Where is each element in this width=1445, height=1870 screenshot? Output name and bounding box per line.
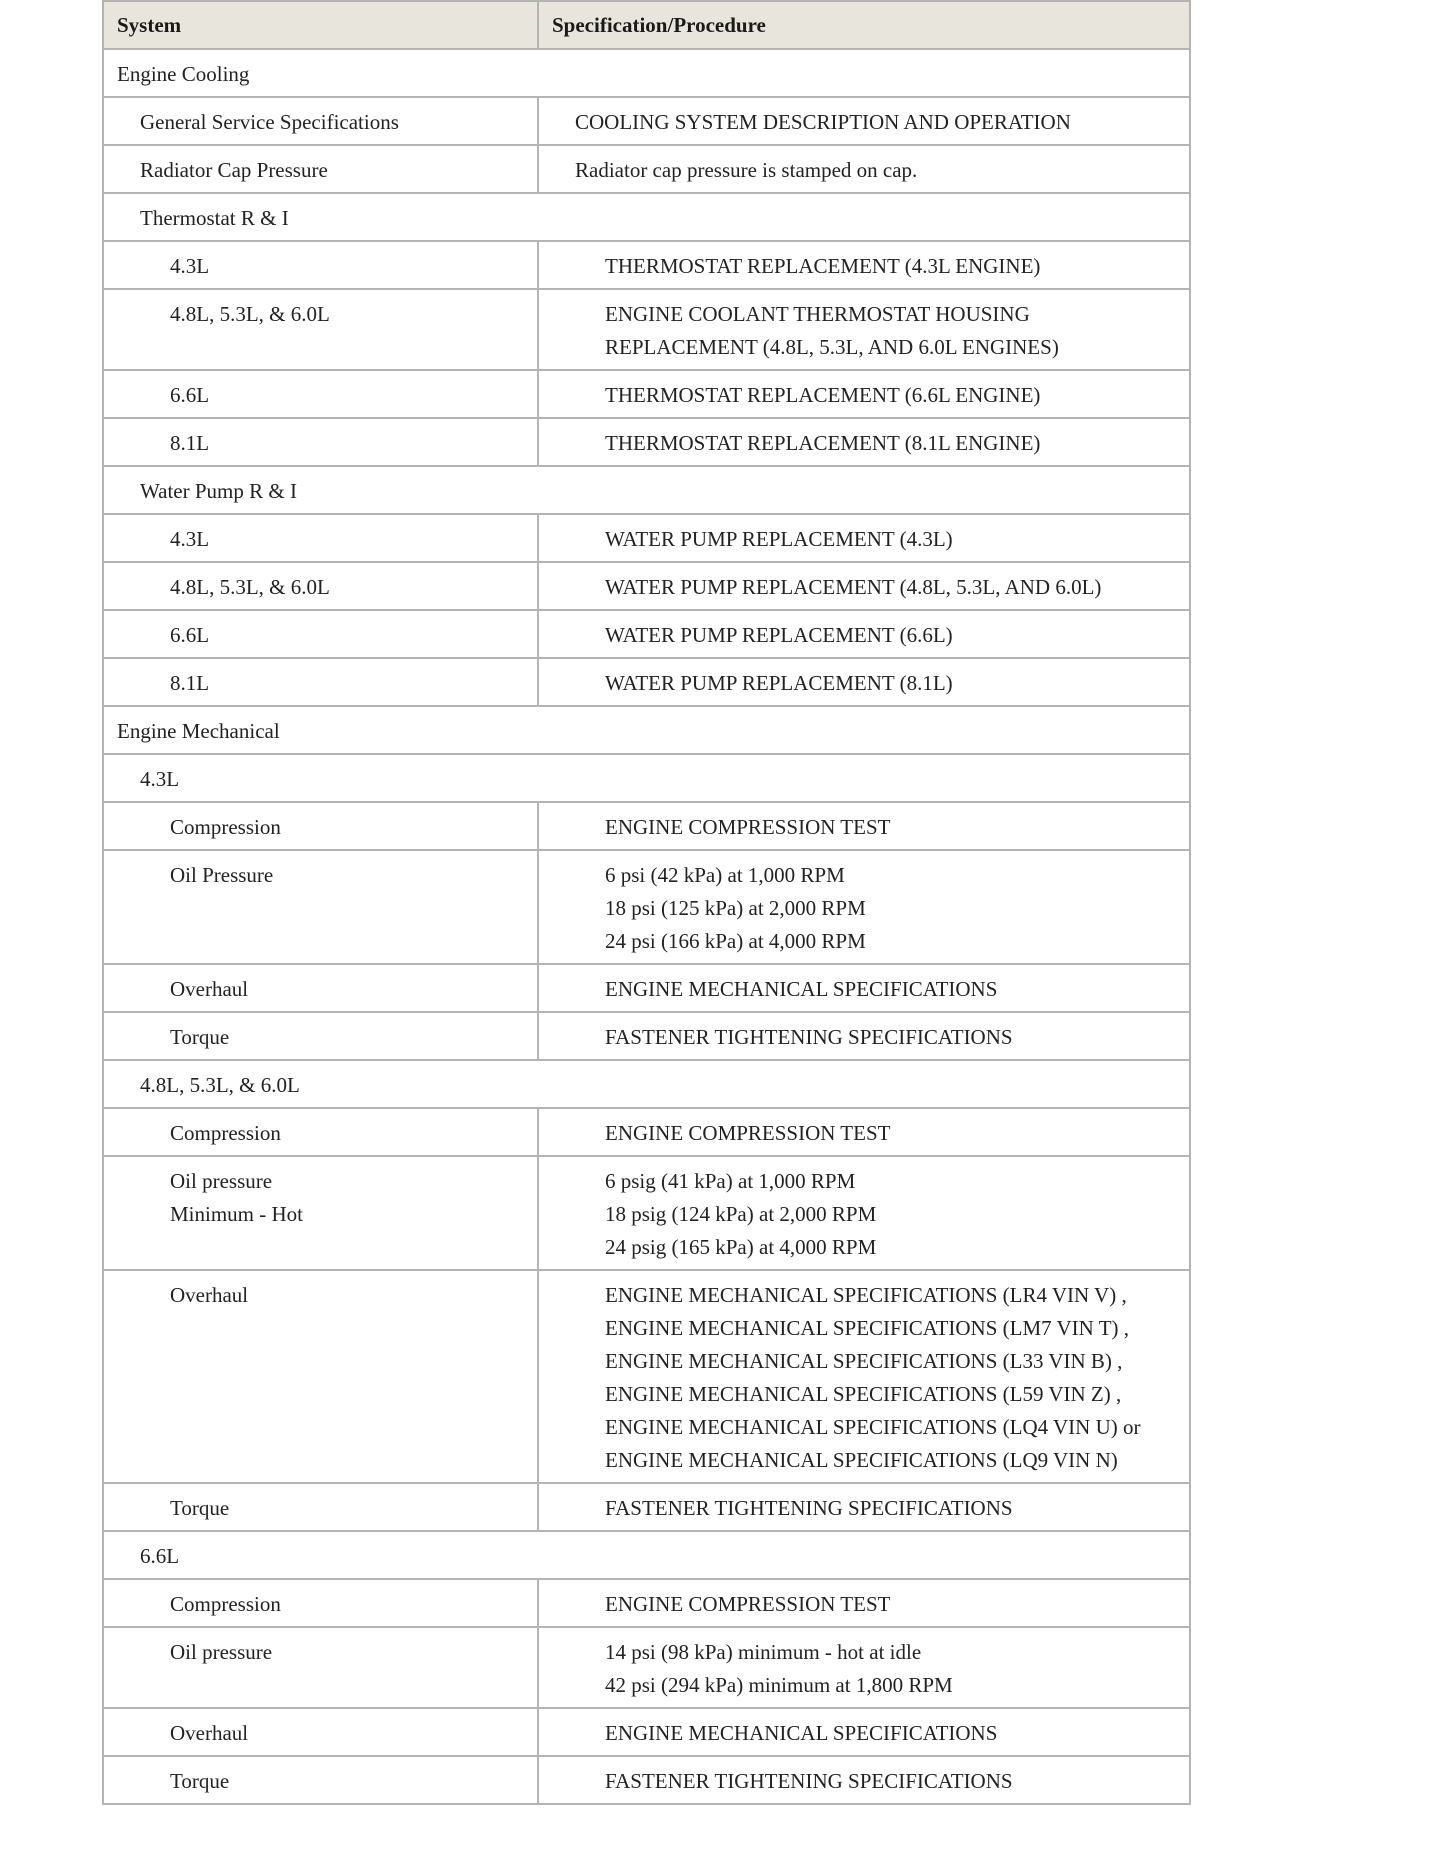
spec-cell <box>538 1156 1190 1270</box>
spec-cell <box>538 418 1190 466</box>
spec-cell <box>538 1756 1190 1804</box>
spec-cell <box>538 562 1190 610</box>
system-label: Oil pressure <box>170 1640 273 1664</box>
spec-value: ENGINE MECHANICAL SPECIFICATIONS (L59 VIN Z) , <box>605 1382 1122 1406</box>
system-label: Oil pressure <box>170 1169 273 1193</box>
table-header <box>103 1 1190 49</box>
system-label: General Service Specifications <box>140 110 399 134</box>
spec-value: ENGINE MECHANICAL SPECIFICATIONS (LM7 VIN T) , <box>605 1316 1130 1340</box>
spec-value: 18 psi (125 kPa) at 2,000 RPM <box>605 896 866 920</box>
spec-cell <box>538 370 1190 418</box>
section-label: 4.3L <box>103 754 1190 802</box>
spec-table <box>102 0 1191 1805</box>
system-cell <box>103 802 538 850</box>
spec-value: ENGINE COMPRESSION TEST <box>605 1121 891 1145</box>
spec-value: FASTENER TIGHTENING SPECIFICATIONS <box>605 1496 1013 1520</box>
system-cell <box>103 964 538 1012</box>
spec-cell <box>538 241 1190 289</box>
table-row <box>103 97 1190 145</box>
system-label: Compression <box>170 1592 281 1616</box>
system-cell <box>103 145 538 193</box>
system-cell <box>103 418 538 466</box>
table-row <box>103 514 1190 562</box>
system-cell <box>103 610 538 658</box>
spec-value: ENGINE MECHANICAL SPECIFICATIONS (L33 VIN B) , <box>605 1349 1123 1373</box>
system-label: 8.1L <box>170 671 210 695</box>
spec-value: 42 psi (294 kPa) minimum at 1,800 RPM <box>605 1673 953 1697</box>
spec-value: Radiator cap pressure is stamped on cap. <box>575 158 918 182</box>
system-cell <box>103 1483 538 1531</box>
system-cell <box>103 1756 538 1804</box>
spec-cell <box>538 658 1190 706</box>
spec-value: ENGINE MECHANICAL SPECIFICATIONS <box>605 977 998 1001</box>
spec-value: 18 psig (124 kPa) at 2,000 RPM <box>605 1202 877 1226</box>
table-row <box>103 418 1190 466</box>
system-label: Torque <box>170 1025 230 1049</box>
section-label: Thermostat R & I <box>103 193 1190 241</box>
spec-value: ENGINE MECHANICAL SPECIFICATIONS (LR4 VIN V) , <box>605 1283 1127 1307</box>
spec-value: ENGINE MECHANICAL SPECIFICATIONS (LQ9 VIN N) <box>605 1448 1118 1472</box>
system-label: Compression <box>170 1121 281 1145</box>
table-row <box>103 1756 1190 1804</box>
system-cell <box>103 1579 538 1627</box>
spec-value: ENGINE COOLANT THERMOSTAT HOUSING <box>605 302 1030 326</box>
system-label: 4.3L <box>170 254 210 278</box>
spec-value: ENGINE COMPRESSION TEST <box>605 815 891 839</box>
system-label: Overhaul <box>170 1721 249 1745</box>
section-label: Engine Mechanical <box>103 706 1190 754</box>
system-label: Oil Pressure <box>170 863 274 887</box>
section-row <box>103 49 1190 97</box>
system-label: 4.3L <box>170 527 210 551</box>
spec-value: REPLACEMENT (4.8L, 5.3L, AND 6.0L ENGINES) <box>605 335 1059 359</box>
spec-cell <box>538 1012 1190 1060</box>
section-label: 6.6L <box>103 1531 1190 1579</box>
table-row <box>103 1627 1190 1708</box>
spec-cell <box>538 1270 1190 1483</box>
system-label: Torque <box>170 1496 230 1520</box>
spec-cell <box>538 1108 1190 1156</box>
system-cell <box>103 289 538 370</box>
system-cell <box>103 514 538 562</box>
spec-value: 24 psig (165 kPa) at 4,000 RPM <box>605 1235 877 1259</box>
system-label: 6.6L <box>170 383 210 407</box>
spec-value: THERMOSTAT REPLACEMENT (4.3L ENGINE) <box>605 254 1041 278</box>
spec-cell <box>538 964 1190 1012</box>
spec-cell <box>538 610 1190 658</box>
spec-value: WATER PUMP REPLACEMENT (4.8L, 5.3L, AND 6.0L) <box>605 575 1102 599</box>
system-label: 4.8L, 5.3L, & 6.0L <box>170 302 330 326</box>
table-row <box>103 1012 1190 1060</box>
system-cell <box>103 1708 538 1756</box>
spec-value: WATER PUMP REPLACEMENT (8.1L) <box>605 671 953 695</box>
section-row <box>103 754 1190 802</box>
system-cell <box>103 850 538 964</box>
system-label: Minimum - Hot <box>170 1202 304 1226</box>
system-label: 4.8L, 5.3L, & 6.0L <box>170 575 330 599</box>
section-row <box>103 193 1190 241</box>
system-cell <box>103 1270 538 1483</box>
section-row <box>103 1531 1190 1579</box>
spec-cell <box>538 145 1190 193</box>
section-label: 4.8L, 5.3L, & 6.0L <box>103 1060 1190 1108</box>
spec-value: FASTENER TIGHTENING SPECIFICATIONS <box>605 1025 1013 1049</box>
table-row <box>103 802 1190 850</box>
system-cell <box>103 1108 538 1156</box>
table-row <box>103 1108 1190 1156</box>
spec-value: 24 psi (166 kPa) at 4,000 RPM <box>605 929 866 953</box>
system-label: 8.1L <box>170 431 210 455</box>
spec-value: THERMOSTAT REPLACEMENT (8.1L ENGINE) <box>605 431 1041 455</box>
table-row <box>103 1156 1190 1270</box>
spec-value: 6 psi (42 kPa) at 1,000 RPM <box>605 863 845 887</box>
spec-cell <box>538 1579 1190 1627</box>
system-label: Overhaul <box>170 977 249 1001</box>
table-row <box>103 1483 1190 1531</box>
spec-value: FASTENER TIGHTENING SPECIFICATIONS <box>605 1769 1013 1793</box>
table-row <box>103 562 1190 610</box>
spec-cell <box>538 802 1190 850</box>
system-cell <box>103 1156 538 1270</box>
section-row <box>103 1060 1190 1108</box>
system-cell <box>103 370 538 418</box>
table-row <box>103 1708 1190 1756</box>
system-label: Torque <box>170 1769 230 1793</box>
section-label: Water Pump R & I <box>103 466 1190 514</box>
spec-cell <box>538 97 1190 145</box>
system-cell <box>103 658 538 706</box>
spec-cell <box>538 289 1190 370</box>
system-label: Radiator Cap Pressure <box>140 158 328 182</box>
section-row <box>103 706 1190 754</box>
spec-value: ENGINE MECHANICAL SPECIFICATIONS <box>605 1721 998 1745</box>
spec-value: THERMOSTAT REPLACEMENT (6.6L ENGINE) <box>605 383 1041 407</box>
system-label: Compression <box>170 815 281 839</box>
column-header-system: System <box>103 1 538 49</box>
system-cell <box>103 97 538 145</box>
spec-value: 6 psig (41 kPa) at 1,000 RPM <box>605 1169 856 1193</box>
spec-cell <box>538 850 1190 964</box>
spec-value: COOLING SYSTEM DESCRIPTION AND OPERATION <box>575 110 1071 134</box>
table-row <box>103 610 1190 658</box>
spec-value: WATER PUMP REPLACEMENT (6.6L) <box>605 623 953 647</box>
section-label: Engine Cooling <box>103 49 1190 97</box>
table-body <box>103 49 1190 1804</box>
spec-value: ENGINE MECHANICAL SPECIFICATIONS (LQ4 VIN U) or <box>605 1415 1141 1439</box>
system-cell <box>103 241 538 289</box>
system-label: 6.6L <box>170 623 210 647</box>
header-row <box>103 1 1190 49</box>
section-row <box>103 466 1190 514</box>
column-header-spec: Specification/Procedure <box>538 1 1190 49</box>
system-cell <box>103 1627 538 1708</box>
spec-cell <box>538 1483 1190 1531</box>
spec-value: ENGINE COMPRESSION TEST <box>605 1592 891 1616</box>
spec-value: 14 psi (98 kPa) minimum - hot at idle <box>605 1640 922 1664</box>
table-row <box>103 658 1190 706</box>
table-row <box>103 850 1190 964</box>
spec-cell <box>538 1627 1190 1708</box>
system-label: Overhaul <box>170 1283 249 1307</box>
table-row <box>103 145 1190 193</box>
table-row <box>103 289 1190 370</box>
table-row <box>103 1270 1190 1483</box>
system-cell <box>103 1012 538 1060</box>
table-row <box>103 964 1190 1012</box>
spec-value: WATER PUMP REPLACEMENT (4.3L) <box>605 527 953 551</box>
table-row <box>103 370 1190 418</box>
system-cell <box>103 562 538 610</box>
table-row <box>103 1579 1190 1627</box>
spec-cell <box>538 514 1190 562</box>
spec-cell <box>538 1708 1190 1756</box>
table-row <box>103 241 1190 289</box>
